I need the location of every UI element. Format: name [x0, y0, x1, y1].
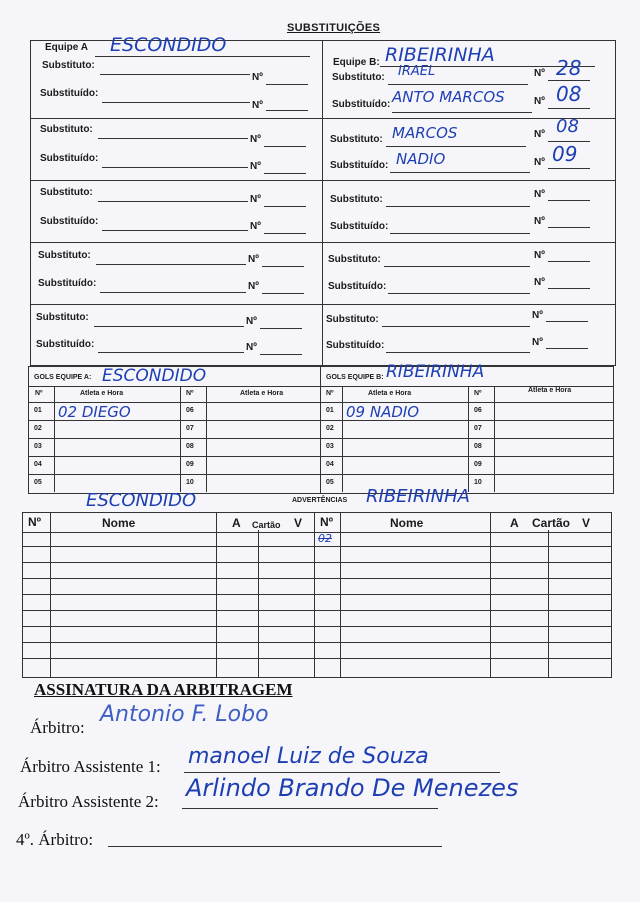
goals-b-row-04: 04: [326, 461, 334, 468]
subd-b1-label: Substituído:: [332, 99, 391, 110]
page-title: SUBSTITUIÇÕES: [287, 22, 381, 34]
goals-a-row-06: 06: [186, 407, 194, 414]
subd-a5-label: Substituído:: [36, 339, 95, 350]
subd-a1-num-label: Nº: [252, 100, 263, 111]
sub-b3-num-label: Nº: [534, 189, 545, 200]
goals-a-row-01: 01: [34, 407, 42, 414]
subd-b2-label: Substituído:: [330, 160, 389, 171]
sub-a1-num-label: Nº: [252, 72, 263, 83]
warnings-b-card-a: A: [510, 516, 519, 530]
subd-a3-label: Substituído:: [40, 216, 99, 227]
subd-b3-label: Substituído:: [330, 221, 389, 232]
subd-b5-num-label: Nº: [532, 337, 543, 348]
sub-a5-num-label: Nº: [246, 316, 257, 327]
sub-a3-label: Substituto:: [40, 187, 93, 198]
warnings-b-name-header: Nome: [390, 516, 424, 530]
warnings-a-card-a: A: [232, 516, 241, 530]
subd-b1-num: 08: [556, 82, 582, 106]
goals-b-num-header-2: Nº: [474, 390, 482, 397]
arbitro-signature: Antonio F. Lobo: [100, 702, 269, 727]
sub-a1-label: Substituto:: [42, 60, 95, 71]
sub-a3-num-label: Nº: [250, 194, 261, 205]
goals-a-athlete-header-2: Atleta e Hora: [240, 390, 284, 397]
sub-b4-label: Substituto:: [328, 254, 381, 265]
assist2-signature: Arlindo Brando De Menezes: [186, 774, 519, 802]
goals-a-label: GOLS EQUIPE A:: [34, 374, 92, 381]
assist1-signature: manoel Luiz de Souza: [188, 744, 429, 769]
subd-b1-value: ANTO MARCOS: [392, 88, 505, 106]
assist2-label: Árbitro Assistente 2:: [18, 792, 159, 811]
team-b-label: Equipe B:: [333, 57, 380, 68]
warnings-b-card-v: V: [582, 516, 591, 530]
sub-b1-label: Substituto:: [332, 72, 385, 83]
goals-a-row-10: 10: [186, 479, 194, 486]
goals-a-row-02: 02: [34, 425, 42, 432]
quarto-label: 4º. Árbitro:: [16, 830, 94, 849]
substitutions-frame: [30, 40, 616, 366]
signatures-heading: ASSINATURA DA ARBITRAGEM: [34, 680, 293, 699]
warnings-a-num-header: Nº: [28, 515, 42, 529]
subd-b5-label: Substituído:: [326, 340, 385, 351]
goals-b-row-02: 02: [326, 425, 334, 432]
sub-b2-num: 08: [556, 116, 579, 137]
goals-b-athlete-header: Atleta e Hora: [368, 390, 412, 397]
sub-b4-num-label: Nº: [534, 250, 545, 261]
subd-b3-num-label: Nº: [534, 216, 545, 227]
goals-b-row-09: 09: [474, 461, 482, 468]
subd-b1-num-label: Nº: [534, 96, 545, 107]
warnings-a-name-header: Nome: [102, 516, 136, 530]
goals-a-team: ESCONDIDO: [102, 366, 207, 386]
goals-a-row-05: 05: [34, 479, 42, 486]
sub-b1-value: IRAEL: [398, 64, 436, 79]
team-a-name: ESCONDIDO: [110, 34, 227, 56]
goals-b-label: GOLS EQUIPE B:: [326, 374, 384, 381]
warnings-b-first-num: 02: [318, 532, 332, 545]
subd-a1-label: Substituído:: [40, 88, 99, 99]
warnings-a-card-label: Cartão: [252, 520, 281, 530]
team-a-label: Equipe A: [45, 42, 88, 53]
sub-b5-label: Substituto:: [326, 314, 379, 325]
goals-b-row-07: 07: [474, 425, 482, 432]
arbitro-label: Árbitro:: [30, 718, 85, 737]
goals-b-num-header: Nº: [326, 390, 334, 397]
warnings-frame: [22, 512, 612, 678]
goals-a-num-header: Nº: [35, 390, 43, 397]
sub-b2-value: MARCOS: [392, 124, 458, 142]
subd-a2-num-label: Nº: [250, 161, 261, 172]
sub-b2-label: Substituto:: [330, 134, 383, 145]
goals-a-entry: 02 DIEGO: [58, 403, 131, 421]
warnings-team-b: RIBEIRINHA: [366, 486, 470, 507]
subd-b4-num-label: Nº: [534, 277, 545, 288]
goals-b-row-10: 10: [474, 479, 482, 486]
warnings-b-num-header: Nº: [320, 515, 334, 529]
subd-b4-label: Substituído:: [328, 281, 387, 292]
subd-b2-num: 09: [552, 142, 578, 166]
goals-a-row-03: 03: [34, 443, 42, 450]
warnings-a-card-v: V: [294, 516, 303, 530]
goals-a-row-04: 04: [34, 461, 42, 468]
subd-b2-value: NADIO: [396, 150, 446, 168]
sub-b1-num-label: Nº: [534, 68, 545, 79]
sub-a4-num-label: Nº: [248, 254, 259, 265]
subd-a4-num-label: Nº: [248, 281, 259, 292]
goals-b-row-08: 08: [474, 443, 482, 450]
goals-a-row-08: 08: [186, 443, 194, 450]
goals-b-team: RIBEIRINHA: [386, 362, 485, 382]
warnings-label: ADVERTÊNCIAS: [292, 497, 348, 504]
subd-a4-label: Substituído:: [38, 278, 97, 289]
goals-b-row-06: 06: [474, 407, 482, 414]
sub-a2-label: Substituto:: [40, 124, 93, 135]
goals-a-num-header-2: Nº: [186, 390, 194, 397]
sub-a4-label: Substituto:: [38, 250, 91, 261]
subd-b2-num-label: Nº: [534, 157, 545, 168]
sub-b5-num-label: Nº: [532, 310, 543, 321]
sub-a2-num-label: Nº: [250, 134, 261, 145]
team-b-name: RIBEIRINHA: [385, 44, 495, 66]
goals-b-row-03: 03: [326, 443, 334, 450]
subd-a3-num-label: Nº: [250, 221, 261, 232]
warnings-b-card-label: Cartão: [532, 516, 571, 530]
goals-a-athlete-header: Atleta e Hora: [80, 390, 124, 397]
sub-b2-num-label: Nº: [534, 129, 545, 140]
goals-a-row-07: 07: [186, 425, 194, 432]
subd-a2-label: Substituído:: [40, 153, 99, 164]
goals-b-athlete-header-2: Atleta e Hora: [528, 387, 572, 394]
assist1-label: Árbitro Assistente 1:: [20, 757, 161, 776]
sub-b3-label: Substituto:: [330, 194, 383, 205]
goals-b-row-05: 05: [326, 479, 334, 486]
goals-a-row-09: 09: [186, 461, 194, 468]
subd-a5-num-label: Nº: [246, 342, 257, 353]
sub-a5-label: Substituto:: [36, 312, 89, 323]
goals-b-row-01: 01: [326, 407, 334, 414]
goals-b-entry: 09 NADIO: [346, 403, 420, 421]
warnings-team-a: ESCONDIDO: [86, 490, 197, 511]
sub-b1-num: 28: [556, 56, 582, 80]
